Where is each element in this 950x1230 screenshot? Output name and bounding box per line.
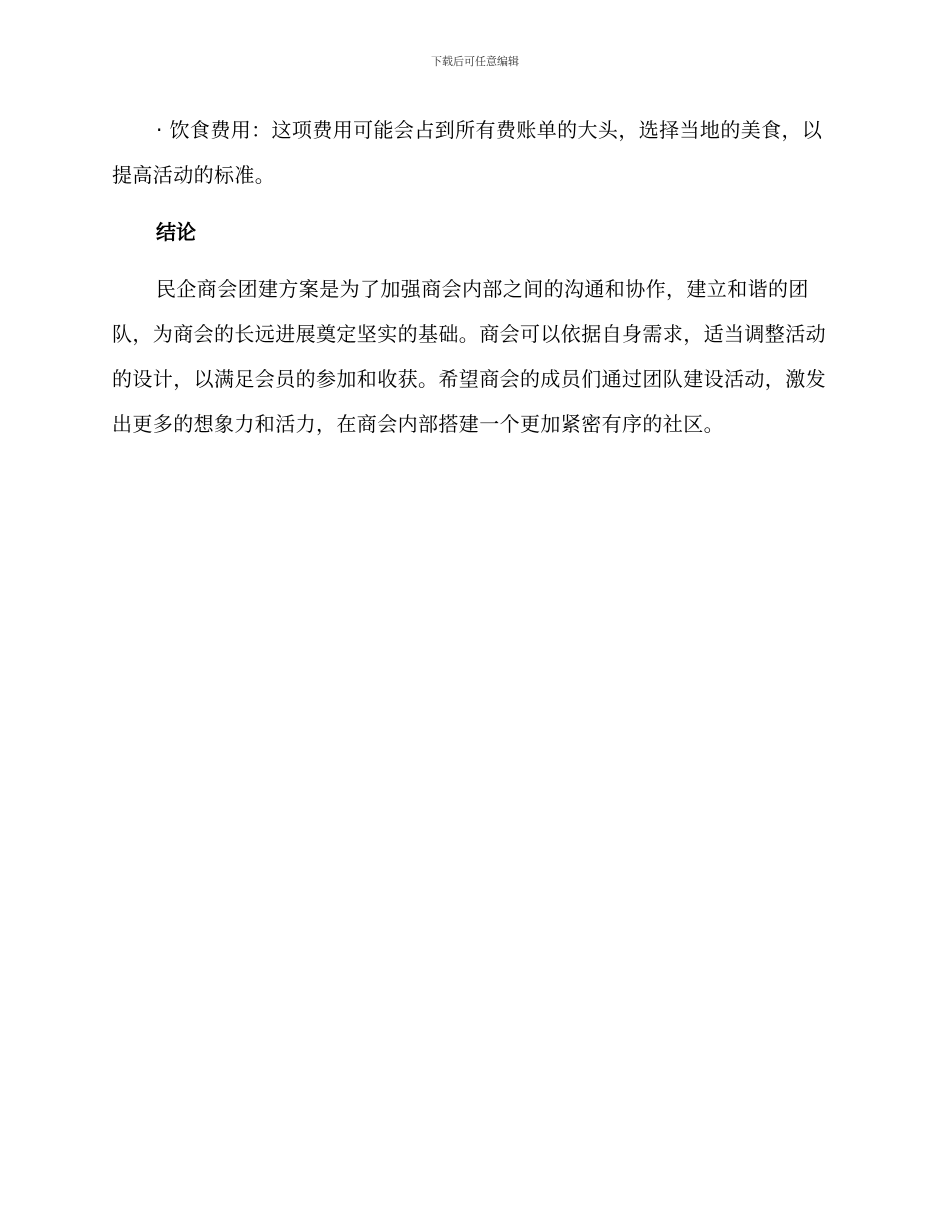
bullet-item-food-cost: · 饮食费用：这项费用可能会占到所有费账单的大头，选择当地的美食，以提高活动的标准。 [112,118,823,187]
section-heading-conclusion: 结论 [156,220,196,244]
conclusion-paragraph: 民企商会团建方案是为了加强商会内部之间的沟通和协作，建立和谐的团队，为商会的长远进展奠定坚实的基础。商会可以依据自身需求，适当调整活动的设计，以满足会员的参加和收获。希望商会的成员们通过团队建设活动，激发出更多的想象力和活力，在商会内部搭建一个更加紧密有序的社区。 [112,277,826,436]
page-header-note: 下载后可任意编辑 [431,55,519,68]
